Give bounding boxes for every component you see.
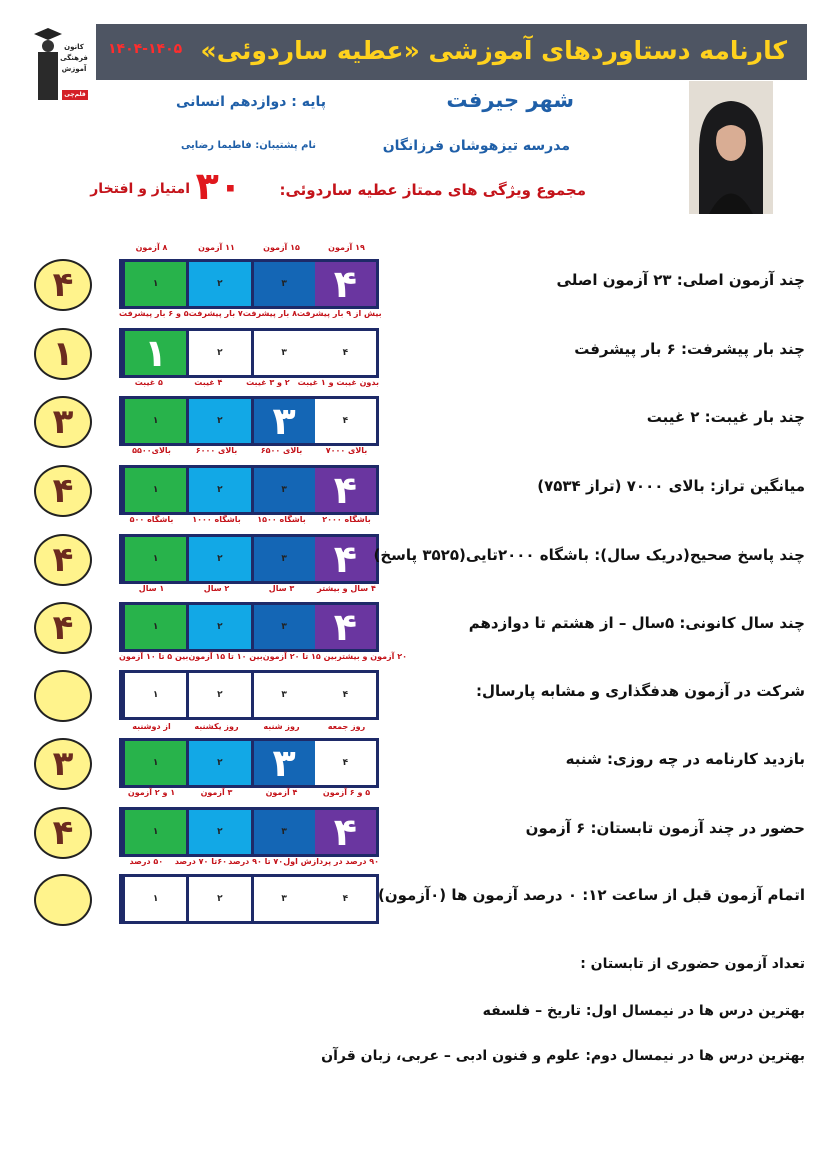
level-label: بالای ۶۵۰۰ [260,446,303,455]
level-label: ۶۰تا ۷۰ درصد [174,857,227,866]
achievement-row [0,874,827,940]
level-cell-4: ۴ [315,262,376,306]
row-question: اتمام آزمون قبل از ساعت ۱۲: ۰ درصد آزمون ها (۰آزمون) [377,886,805,904]
level-cell-3: ۳ [251,468,315,512]
level-label: بین ۵ تا ۱۰ آزمون [119,652,189,661]
level-label: روز شنبه [263,722,300,731]
level-cell-4: ۴ [315,877,376,921]
row-question: چند آزمون اصلی: ۲۳ آزمون اصلی [556,271,805,289]
footer-summer-count: تعداد آزمون حضوری از تابستان : [580,956,805,972]
row-question: چند پاسخ صحیح(دریک سال): باشگاه ۲۰۰۰تایی(۳۵۲۵ پاسخ) [373,546,805,564]
level-labels-top [119,722,379,731]
level-grid [119,396,379,446]
row-question: شرکت در آزمون هدفگذاری و مشابه پارسال: [476,682,805,700]
level-label: بدون غیبت و ۱ غیبت [297,378,379,387]
kanoon-logo [28,24,90,102]
achievement-row [0,534,827,600]
level-label: ۱۹ آزمون [328,243,365,252]
level-cell-4: ۴ [315,605,376,649]
level-cell-2: ۲ [186,399,250,443]
level-grid [119,738,379,788]
row-score-circle [34,670,92,722]
row-score-circle: ۳ [34,738,92,790]
level-cell-2: ۲ [186,810,250,854]
level-label: بالای ۶۰۰۰ [195,446,238,455]
level-grid [119,534,379,584]
level-label: ۳ سال [268,584,295,593]
level-labels-bottom [119,788,379,797]
level-label: ۴ سال و بیشتر [317,584,376,593]
level-cell-1: ۱ [122,741,186,785]
level-label: ۵ غیبت [134,378,163,387]
level-labels-bottom [119,857,379,866]
level-label: ۲ و ۳ غیبت [246,378,290,387]
level-label: ۱ سال [138,584,165,593]
level-labels-bottom [119,446,379,455]
level-label: بین ۱۰ تا ۱۵ آزمون [188,652,263,661]
logo-line: فرهنگی [60,54,88,62]
level-grid [119,602,379,652]
level-labels-bottom [119,378,379,387]
level-cell-1: ۱ [122,877,186,921]
logo-brand: قلم‌چی [64,91,86,98]
level-label: ۲ سال [203,584,230,593]
level-label: باشگاه ۱۵۰۰ [257,515,306,524]
student-grade: پایه : دوازدهم انسانی [175,94,327,110]
level-cell-2: ۲ [186,741,250,785]
level-label: باشگاه ۵۰۰ [129,515,174,524]
achievement-row [0,807,827,873]
level-grid [119,465,379,515]
row-score-circle: ۳ [34,396,92,448]
level-cell-4: ۴ [315,673,376,717]
achievement-row [0,602,827,668]
level-label: ۵۰ درصد [129,857,164,866]
row-question: چند بار پیشرفت: ۶ بار پیشرفت [574,340,805,358]
level-cell-3: ۳ [251,605,315,649]
level-cell-1: ۱ [122,262,186,306]
row-question: چند بار غیبت: ۲ غیبت [646,408,805,426]
level-grid [119,670,379,720]
student-photo [689,81,773,214]
row-score-circle: ۴ [34,602,92,654]
level-cell-3: ۳ [251,262,315,306]
level-label: ۷ بار پیشرفت [188,309,243,318]
level-cell-2: ۲ [186,877,250,921]
level-label: ۸ آزمون [135,243,168,252]
level-label: ۱۱ آزمون [198,243,235,252]
student-school: مدرسه تیزهوشان فرزانگان [382,138,570,154]
achievement-row [0,396,827,462]
level-cell-3: ۳ [251,877,315,921]
level-label: بالای ۷۰۰۰ [325,446,368,455]
level-label: ۹۰ درصد در پردازش اول [283,857,379,866]
total-score: ۳۰ [195,164,242,208]
level-cell-2: ۲ [186,605,250,649]
level-labels-top [119,243,379,252]
level-cell-3: ۳ [251,537,315,581]
level-labels-bottom [119,584,379,593]
level-label: روز یکشنبه [194,722,239,731]
level-label: بالای۵۵۰۰ [132,446,171,455]
level-grid [119,259,379,309]
level-grid [119,807,379,857]
level-labels-bottom [119,515,379,524]
supporter-name: نام پشتیبان: فاطیما رضایی [180,140,316,151]
level-cell-2: ۲ [186,673,250,717]
level-cell-3: ۳ [251,810,315,854]
level-cell-1: ۱ [122,810,186,854]
level-cell-2: ۲ [186,262,250,306]
level-labels-bottom [119,652,407,661]
level-cell-4: ۴ [315,537,376,581]
level-label: باشگاه ۲۰۰۰ [322,515,371,524]
level-cell-4: ۴ [315,331,376,375]
logo-line: آموزش [61,65,87,73]
level-cell-3: ۳ [251,741,315,785]
level-cell-4: ۴ [315,468,376,512]
level-label: ۴ آزمون [265,788,298,797]
level-label: بیش از ۹ بار پیشرفت [296,309,382,318]
footer-best-second-term: بهترین درس ها در نیمسال دوم: علوم و فنون ادبی – عربی، زبان قرآن [321,1048,805,1064]
level-label: باشگاه ۱۰۰۰ [192,515,241,524]
row-score-circle: ۴ [34,534,92,586]
achievement-row [0,328,827,394]
level-label: از دوشنبه [132,722,171,731]
row-score-circle [34,874,92,926]
row-score-circle: ۴ [34,807,92,859]
level-label: ۷۰ تا ۹۰ درصد [228,857,284,866]
level-cell-1: ۱ [122,468,186,512]
level-label: ۲۰ آزمون و بیشتر [337,652,407,661]
achievement-row [0,465,827,531]
level-label: ۱ و ۲ آزمون [127,788,176,797]
row-question: چند سال کانونی: ۵سال – از هشتم تا دوازدهم [468,614,805,632]
level-cell-4: ۴ [315,741,376,785]
achievement-row [0,243,827,325]
row-score-circle: ۴ [34,259,92,311]
level-label: بین ۱۵ تا ۲۰ آزمون [262,652,338,661]
level-cell-2: ۲ [186,331,250,375]
level-cell-4: ۴ [315,399,376,443]
level-label: ۴ غیبت [194,378,223,387]
academic-year: ۱۴۰۴-۱۴۰۵ [108,41,183,57]
row-question: میانگین تراز: بالای ۷۰۰۰ (تراز ۷۵۳۴) [537,477,805,495]
level-labels-bottom [119,309,382,318]
row-score-circle: ۴ [34,465,92,517]
level-label: ۱۵ آزمون [263,243,300,252]
level-label: ۸ بار پیشرفت [242,309,297,318]
score-label: امتیاز و افتخار [90,181,190,197]
level-label: ۵ و ۶ آزمون [322,788,371,797]
row-score-circle: ۱ [34,328,92,380]
title-bar [96,24,807,80]
achievement-row [0,722,827,804]
level-cell-2: ۲ [186,468,250,512]
level-grid [119,328,379,378]
level-cell-2: ۲ [186,537,250,581]
level-label: ۵ و ۶ بار پیشرفت [119,309,189,318]
level-cell-3: ۳ [251,399,315,443]
row-question: حضور در چند آزمون تابستان: ۶ آزمون [525,819,805,837]
row-question: بازدید کارنامه در چه روزی: شنبه [565,750,805,768]
level-cell-3: ۳ [251,331,315,375]
page-title: کارنامه دستاوردهای آموزشی «عطیه ساردوئی» [200,36,787,65]
footer-best-first-term: بهترین درس ها در نیمسال اول: تاریخ – فلسفه [482,1003,805,1019]
logo-line: کانون [64,43,84,51]
student-city: شهر جیرفت [446,88,574,112]
level-cell-1: ۱ [122,399,186,443]
level-cell-1: ۱ [122,537,186,581]
features-label: مجموع ویژگی های ممتاز عطیه ساردوئی: [279,181,586,199]
level-cell-1: ۱ [122,605,186,649]
level-cell-1: ۱ [122,331,186,375]
level-label: روز جمعه [327,722,366,731]
level-cell-4: ۴ [315,810,376,854]
level-cell-1: ۱ [122,673,186,717]
level-grid [119,874,379,924]
level-label: ۳ آزمون [200,788,233,797]
level-cell-3: ۳ [251,673,315,717]
